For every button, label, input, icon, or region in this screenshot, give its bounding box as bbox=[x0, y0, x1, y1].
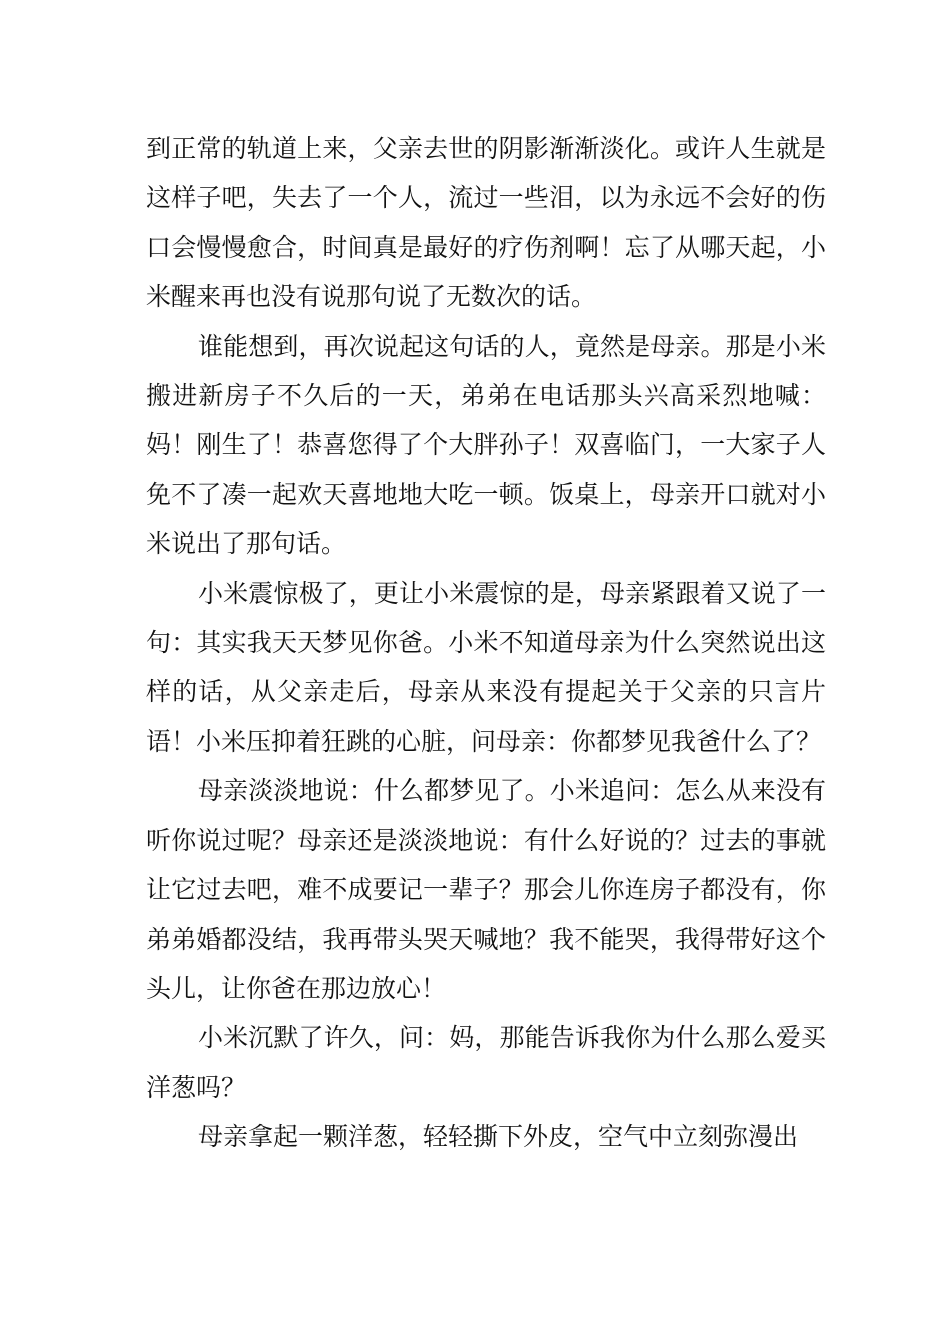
paragraph-6: 母亲拿起一颗洋葱，轻轻撕下外皮，空气中立刻弥漫出 bbox=[198, 1122, 799, 1152]
paragraph-3: 小米震惊极了，更让小米震惊的是，母亲紧跟着又说了一句：其实我天天梦见你爸。小米不知道母亲为什么突然说出这样的话，从父亲走后，母亲从来没有提起关于父亲的只言片语！小米压抑着狂跳的心脏，问母亲：你都梦见我爸什么了？ bbox=[146, 578, 826, 756]
paragraph-5: 小米沉默了许久，问：妈，那能告诉我你为什么那么爱买洋葱吗？ bbox=[146, 1023, 826, 1102]
paragraph-4: 母亲淡淡地说：什么都梦见了。小米追问：怎么从来没有听你说过呢？母亲还是淡淡地说：有什么好说的？过去的事就让它过去吧，难不成要记一辈子？那会儿你连房子都没有，你弟弟婚都没结，我再带头哭天喊地？我不能哭，我得带好这个头儿，让你爸在那边放心！ bbox=[146, 776, 826, 1003]
paragraph-1: 到正常的轨道上来，父亲去世的阴影渐渐淡化。或许人生就是这样子吧，失去了一个人，流过一些泪，以为永远不会好的伤口会慢慢愈合，时间真是最好的疗伤剂啊！忘了从哪天起，小米醒来再也没有说那句说了无数次的话。 bbox=[146, 134, 826, 312]
paragraph-2: 谁能想到，再次说起这句话的人，竟然是母亲。那是小米搬进新房子不久后的一天，弟弟在电话那头兴高采烈地喊：妈！刚生了！恭喜您得了个大胖孙子！双喜临门，一大家子人免不了凑一起欢天喜地地大吃一顿。饭桌上，母亲开口就对小米说出了那句话。 bbox=[146, 331, 826, 559]
article-body bbox=[146, 124, 826, 1162]
